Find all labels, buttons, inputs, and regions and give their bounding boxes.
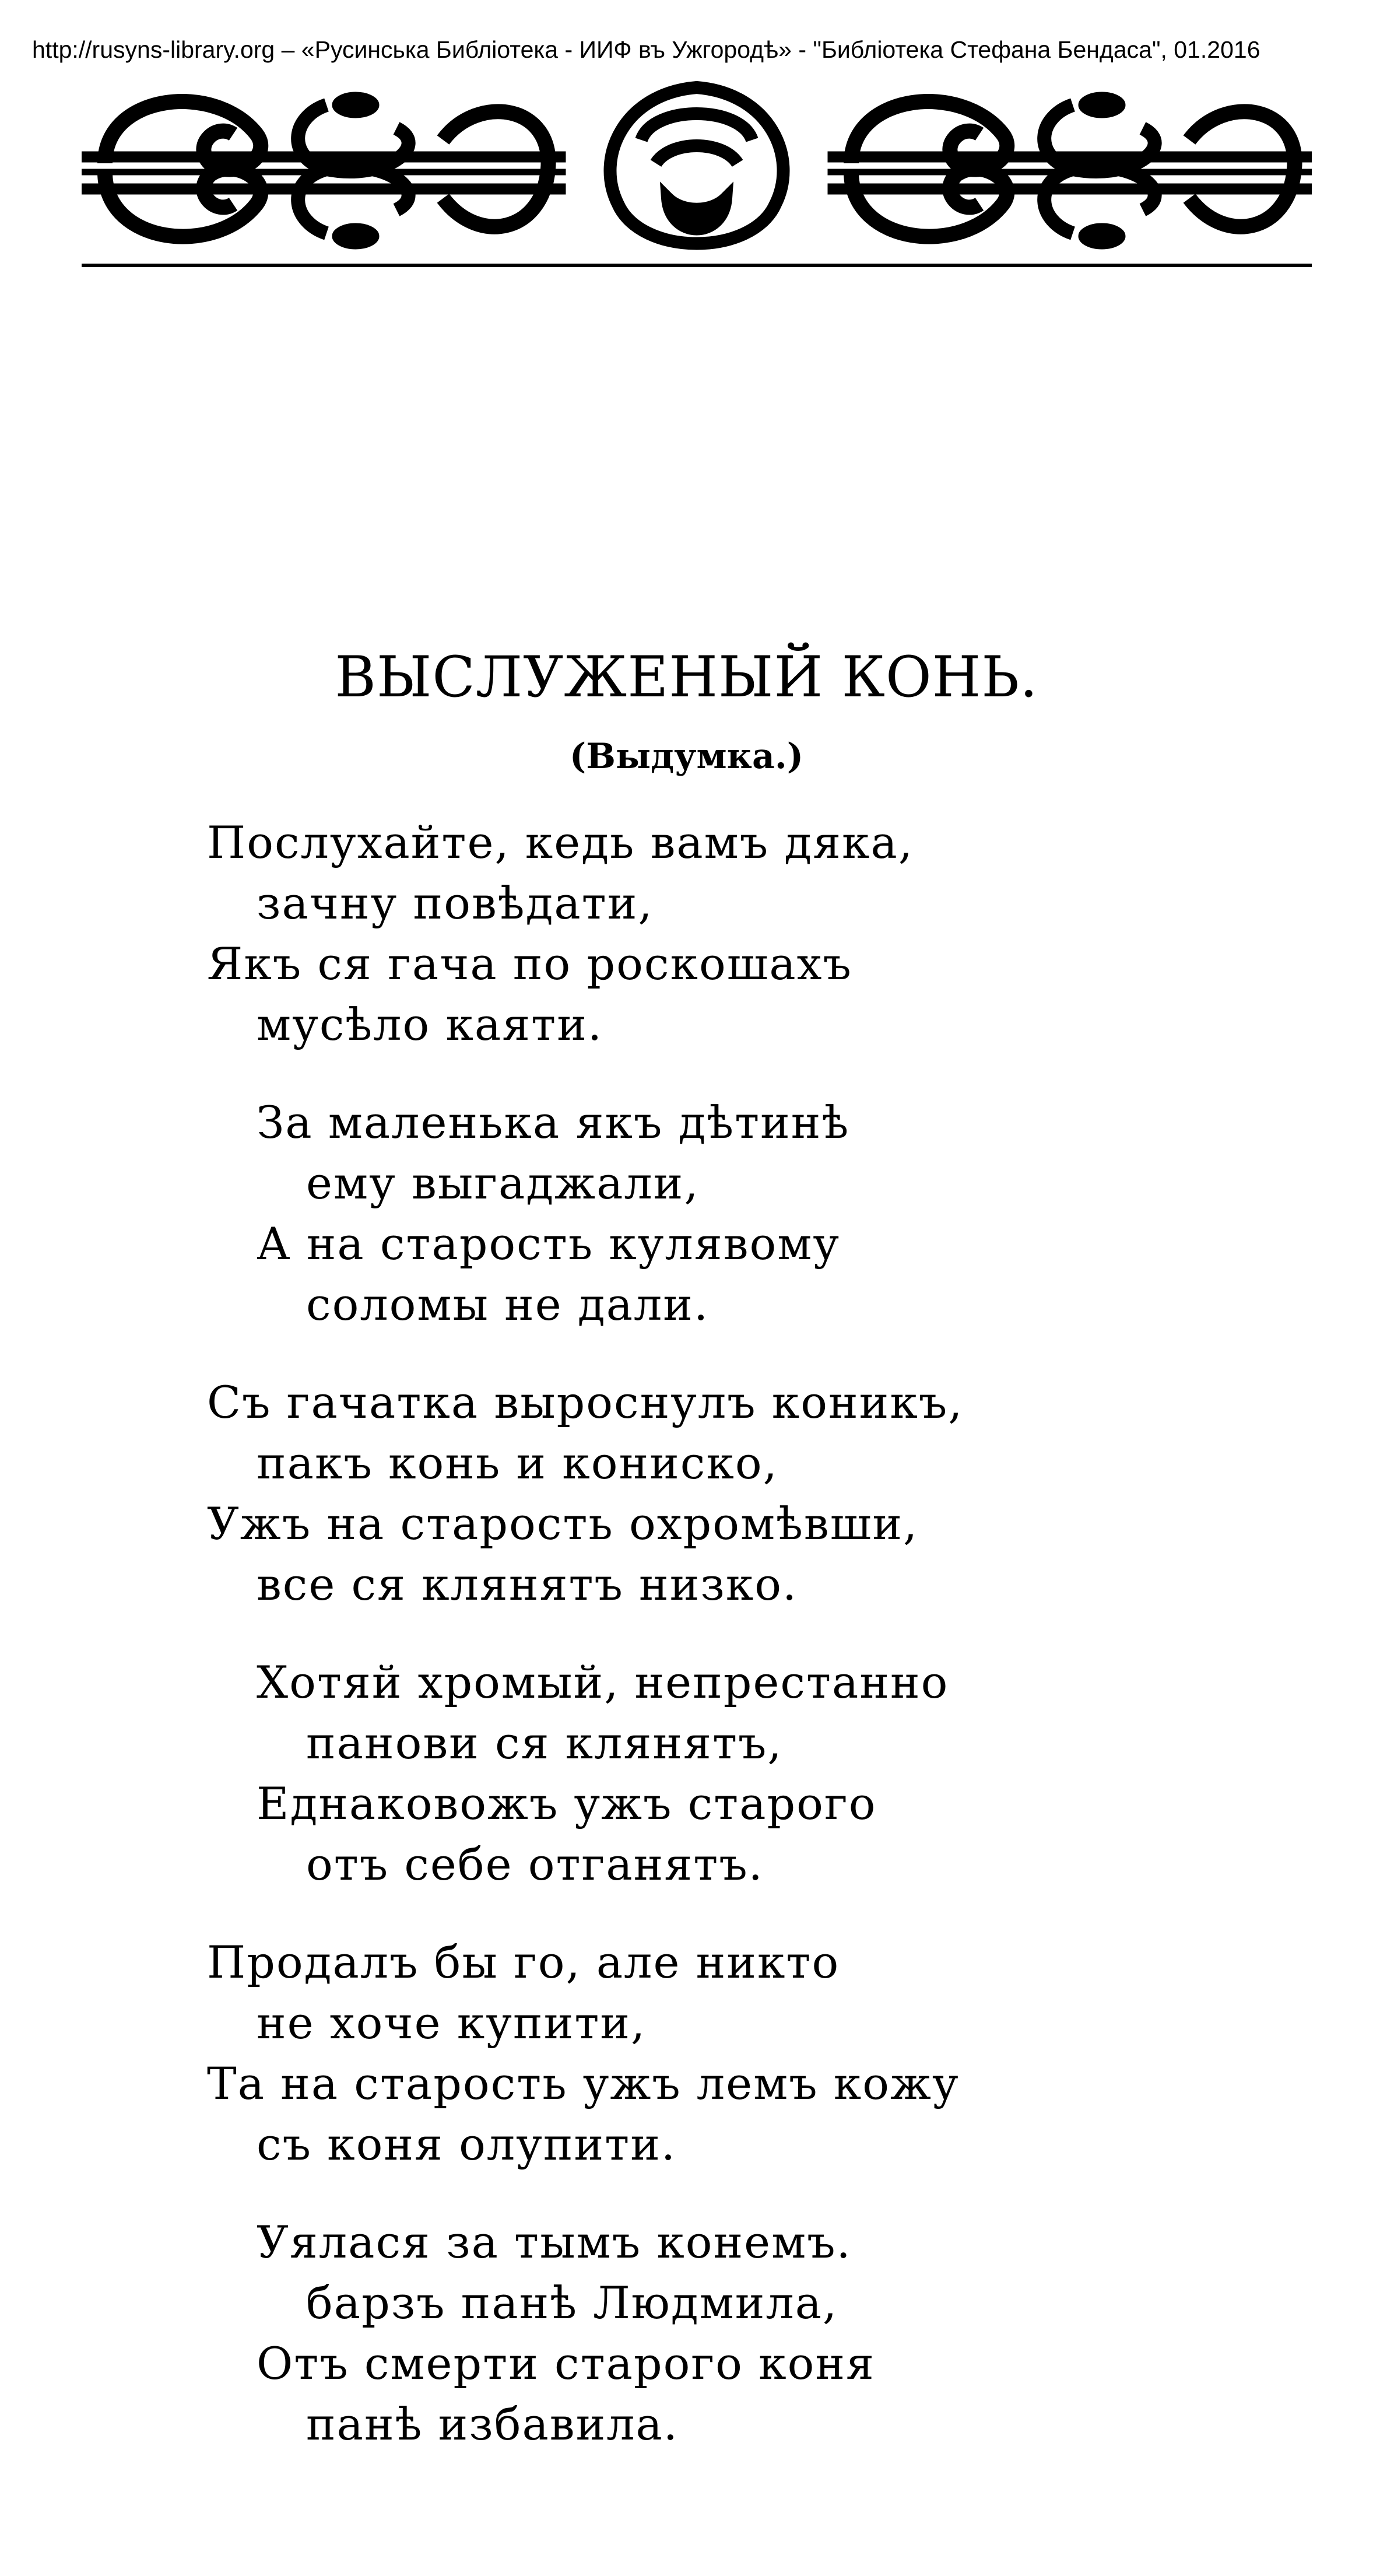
poem-line: Хотяй хромый, непрестанно <box>257 1656 949 1708</box>
poem-line: Еднаковожъ ужъ старого <box>257 1778 877 1830</box>
poem-line: отъ себе отганятъ. <box>306 1838 764 1890</box>
poem-line: пакъ конь и кониско, <box>257 1437 778 1489</box>
poem-title: ВЫСЛУЖЕНЫЙ КОНЬ. <box>335 644 1038 710</box>
poem-line: За маленька якъ дѣтинѣ <box>257 1096 850 1148</box>
poem-line: съ коня олупити. <box>257 2118 677 2170</box>
poem-line: Продалъ бы го, але никто <box>207 1936 840 1988</box>
right-ornament-band <box>828 92 1312 249</box>
poem-line: панови ся клянятъ, <box>306 1717 783 1769</box>
poem-line: соломы не дали. <box>306 1278 710 1330</box>
poem-line: ему выгаджали, <box>306 1157 700 1209</box>
header-rule <box>82 264 1312 267</box>
source-url-line: http://rusyns-library.org – «Русинська Библіотека - ИИФ въ Ужгородѣ» - "Библіотека Стефана Бендаса", 01.2016 <box>32 36 1260 63</box>
poem-line: Отъ смерти старого коня <box>257 2337 875 2389</box>
poem-line: все ся клянятъ низко. <box>257 1558 798 1610</box>
poem-line: не хоче купити, <box>257 1997 647 2049</box>
center-medallion <box>610 87 783 244</box>
poem-line: мусѣло каяти. <box>257 998 603 1050</box>
poem-line: А на старость кулявому <box>257 1218 841 1270</box>
poem-line: Съ гачатка выроснулъ коникъ, <box>207 1376 964 1428</box>
decorative-header-ornament <box>82 70 1312 268</box>
poem-line: барзъ панѣ Людмила, <box>306 2277 838 2329</box>
poem-line: Уялася за тымъ конемъ. <box>257 2216 852 2268</box>
poem-line: панѣ избавила. <box>306 2398 679 2450</box>
poem-line: зачну повѣдати, <box>257 877 654 929</box>
poem-line: Та на старость ужъ лемъ кожу <box>207 2058 960 2109</box>
poem-line: Послухайте, кедь вамъ дяка, <box>207 816 914 868</box>
poem-line: Ужъ на старость охромѣвши, <box>207 1498 919 1550</box>
poem-subtitle: (Выдумка.) <box>569 736 804 777</box>
left-ornament-band <box>82 92 566 249</box>
poem-line: Якъ ся гача по роскошахъ <box>207 938 852 990</box>
